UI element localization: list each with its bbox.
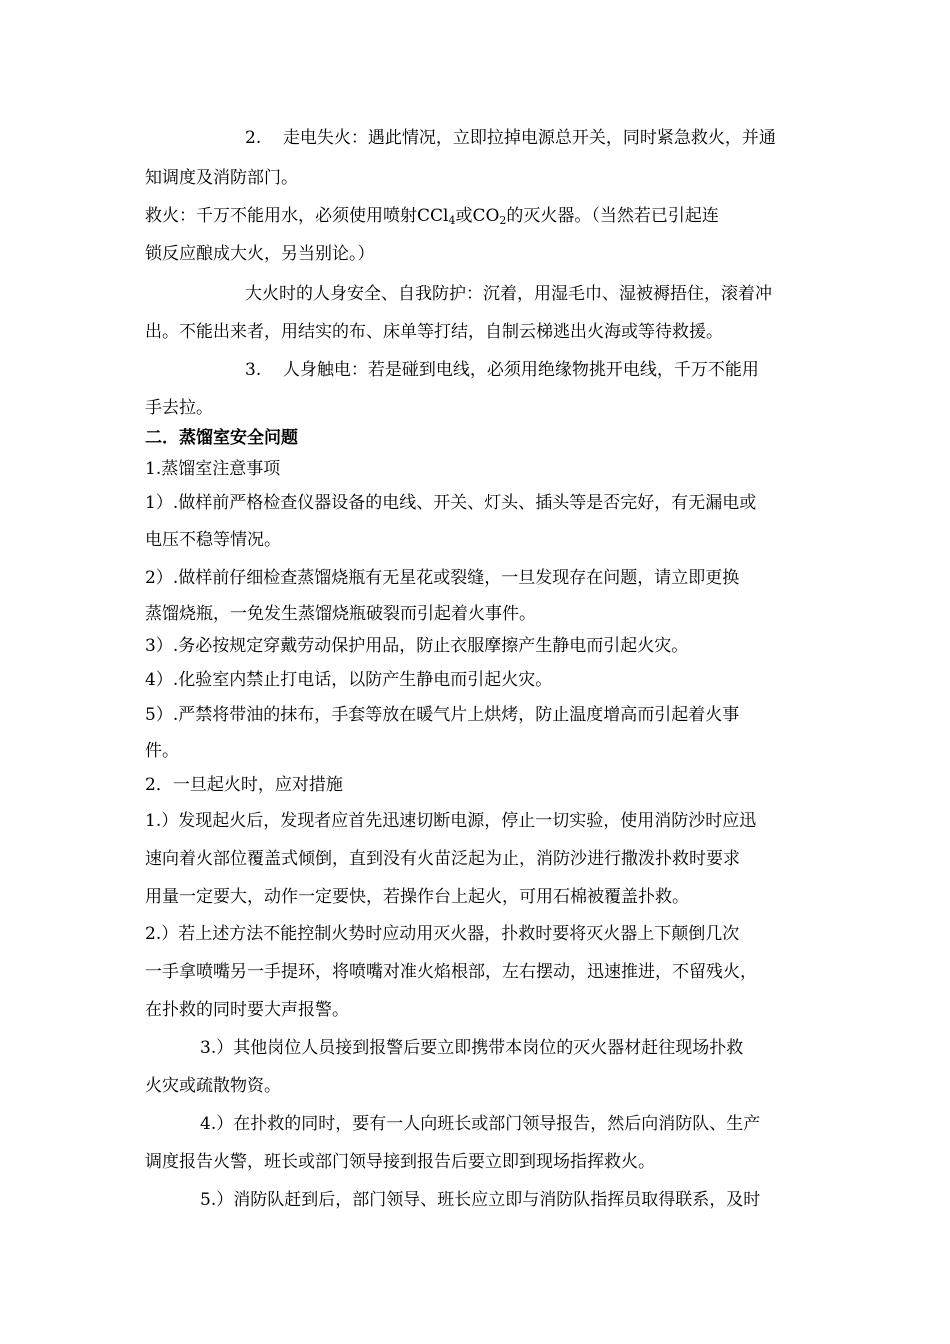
measure-2-line-3: 在扑救的同时要大声报警。 [145, 1000, 349, 1020]
para-3-number: 3. [245, 360, 262, 380]
item-2-line-1: 2）.做样前仔细检查蒸馏烧瓶有无星花或裂缝，一旦发现存在问题，请立即更换 [145, 568, 740, 588]
para-3-line-2: 手去拉。 [145, 398, 213, 418]
item-4-line-1: 4）.化验室内禁止打电话，以防产生静电而引起火灾。 [145, 670, 553, 690]
measure-1-line-1: 1.）发现起火后，发现者应首先迅速切断电源，停止一切实验，使用消防沙时应迅 [145, 811, 757, 831]
section-title: 二．蒸馏室安全问题 [145, 428, 298, 448]
para-2-line-1: 2. 走电失火：遇此情况，立即拉掉电源总开关，同时紧急救火，并通 [245, 128, 776, 148]
para-2-line-2: 知调度及消防部门。 [145, 168, 298, 188]
measure-4-line-2: 调度报告火警，班长或部门领导接到报告后要立即到现场指挥救火。 [145, 1152, 655, 1172]
para-3-line-1: 3. 人身触电：若是碰到电线，必须用绝缘物挑开电线，千万不能用 [245, 360, 759, 380]
measure-2-line-2: 一手拿喷嘴另一手提环，将喷嘴对准火焰根部，左右摆动，迅速推进，不留残火， [145, 962, 757, 982]
self-protection-line-1: 大火时的人身安全、自我防护：沉着，用湿毛巾、湿被褥捂住，滚着冲 [245, 284, 772, 304]
item-5-line-1: 5）.严禁将带油的抹布，手套等放在暖气片上烘烤，防止温度增高而引起着火事 [145, 705, 740, 725]
subsection-1-title: 1.蒸馏室注意事项 [145, 459, 281, 479]
chemical-ccl4: CCl$_4$ [417, 206, 456, 227]
item-3-line-1: 3）.务必按规定穿戴劳动保护用品，防止衣服摩擦产生静电而引起火灾。 [145, 636, 689, 656]
measure-1-line-3: 用量一定要大，动作一定要快，若操作台上起火，可用石棉被覆盖扑救。 [145, 887, 689, 907]
measure-3-line-2: 火灾或疏散物资。 [145, 1076, 281, 1096]
measure-5-line-1: 5.）消防队赶到后，部门领导、班长应立即与消防队指挥员取得联系，及时 [200, 1190, 761, 1210]
self-protection-line-2: 出。不能出来者，用结实的布、床单等打结，自制云梯逃出火海或等待救援。 [145, 322, 723, 342]
fire-fighting-line-2: 锁反应酿成大火，另当别论。） [145, 244, 375, 264]
subsection-2-title: 2．一旦起火时，应对措施 [145, 775, 343, 795]
item-2-line-2: 蒸馏烧瓶，一免发生蒸馏烧瓶破裂而引起着火事件。 [145, 604, 536, 624]
measure-2-line-1: 2.）若上述方法不能控制火势时应动用灭火器，扑救时要将灭火器上下颠倒几次 [145, 924, 740, 944]
measure-1-line-2: 速向着火部位覆盖式倾倒，直到没有火苗泛起为止，消防沙进行撒泼扑救时要求 [145, 849, 740, 869]
para-2-number: 2. [245, 128, 262, 148]
measure-3-line-1: 3.）其他岗位人员接到报警后要立即携带本岗位的灭火器材赶往现场扑救 [200, 1038, 744, 1058]
item-1-line-1: 1）.做样前严格检查仪器设备的电线、开关、灯头、插头等是否完好，有无漏电或 [145, 493, 757, 513]
item-1-line-2: 电压不稳等情况。 [145, 530, 281, 550]
chemical-co2: $CO_2$ [472, 206, 507, 227]
fire-fighting-line-1: 救火：千万不能用水，必须使用喷射CCl$_4$或$CO_2$的灭火器。（当然若已引起连 [145, 206, 719, 227]
measure-4-line-1: 4.）在扑救的同时，要有一人向班长或部门领导报告，然后向消防队、生产 [200, 1114, 761, 1134]
item-5-line-2: 件。 [145, 741, 179, 761]
